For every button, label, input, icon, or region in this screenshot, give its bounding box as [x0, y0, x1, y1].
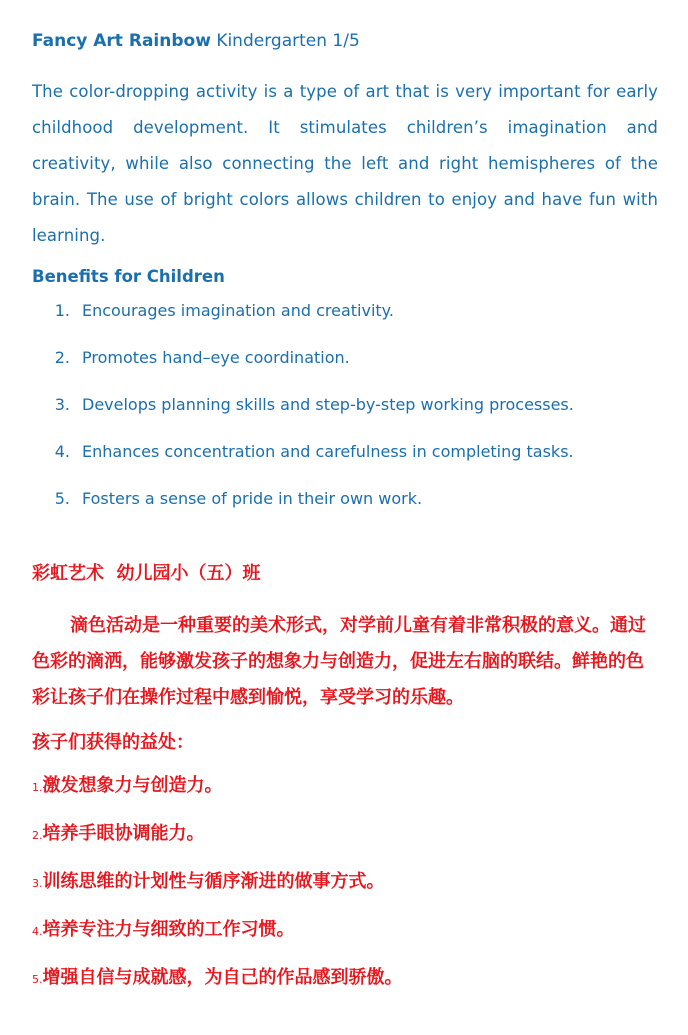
list-item-text: Encourages imagination and creativity. — [82, 301, 394, 320]
list-item-number: 1. — [32, 781, 43, 794]
list-item-text: 训练思维的计划性与循序渐进的做事方式。 — [42, 871, 385, 892]
list-item — [32, 870, 658, 918]
list-item-text: Develops planning skills and step-by-step working processes. — [82, 395, 574, 414]
list-item — [32, 918, 658, 966]
list-item-number: 5. — [32, 973, 43, 986]
english-title — [32, 28, 658, 54]
list-item-text: Promotes hand–eye coordination. — [82, 348, 350, 367]
list-item — [32, 774, 658, 822]
list-item-text: 培养手眼协调能力。 — [42, 823, 205, 844]
chinese-benefits-heading: 孩子们获得的益处： — [32, 732, 194, 753]
list-item-number: 3. — [32, 877, 43, 890]
list-item-number: 2. — [32, 829, 43, 842]
list-item-text: 培养专注力与细致的工作习惯。 — [42, 919, 295, 940]
list-item-number: 2. — [54, 348, 70, 367]
chinese-section — [32, 560, 658, 1014]
list-item-number: 1. — [54, 301, 70, 320]
list-item-number: 5. — [54, 489, 70, 508]
list-item-text: 增强自信与成就感，为自己的作品感到骄傲。 — [42, 967, 403, 988]
list-item — [32, 439, 658, 486]
english-intro-paragraph: The color-dropping activity is a type of art that is very important for early childhood development. It stimulates children’s imagination and creativity, while also connecting the left and right hemispheres of the brain. The use of bright colors allows children to enjoy and have fun with learning. — [32, 82, 658, 245]
english-benefits-list — [32, 298, 658, 533]
list-item-number: 3. — [54, 395, 70, 414]
list-item-text: Enhances concentration and carefulness in completing tasks. — [82, 442, 574, 461]
list-item — [32, 486, 658, 533]
list-item-number: 4. — [32, 925, 43, 938]
list-item — [32, 392, 658, 439]
list-item — [32, 345, 658, 392]
english-title-brand: Fancy Art Rainbow — [32, 31, 211, 51]
english-benefits-heading: Benefits for Children — [32, 267, 225, 286]
english-title-class: Kindergarten 1/5 — [216, 31, 360, 51]
english-section — [32, 28, 658, 533]
list-item-text: 激发想象力与创造力。 — [42, 775, 223, 796]
chinese-title: 彩虹艺术 幼儿园小（五）班 — [32, 563, 261, 584]
list-item — [32, 298, 658, 345]
chinese-benefits-list — [32, 774, 658, 1014]
list-item — [32, 822, 658, 870]
list-item — [32, 966, 658, 1014]
chinese-intro-paragraph: 滴色活动是一种重要的美术形式，对学前儿童有着非常积极的意义。通过色彩的滴洒，能够激发孩子的想象力与创造力，促进左右脑的联结。鲜艳的色彩让孩子们在操作过程中感到愉悦，享受学习的乐趣。 — [32, 615, 646, 708]
list-item-text: Fosters a sense of pride in their own work. — [82, 489, 423, 508]
list-item-number: 4. — [54, 442, 70, 461]
